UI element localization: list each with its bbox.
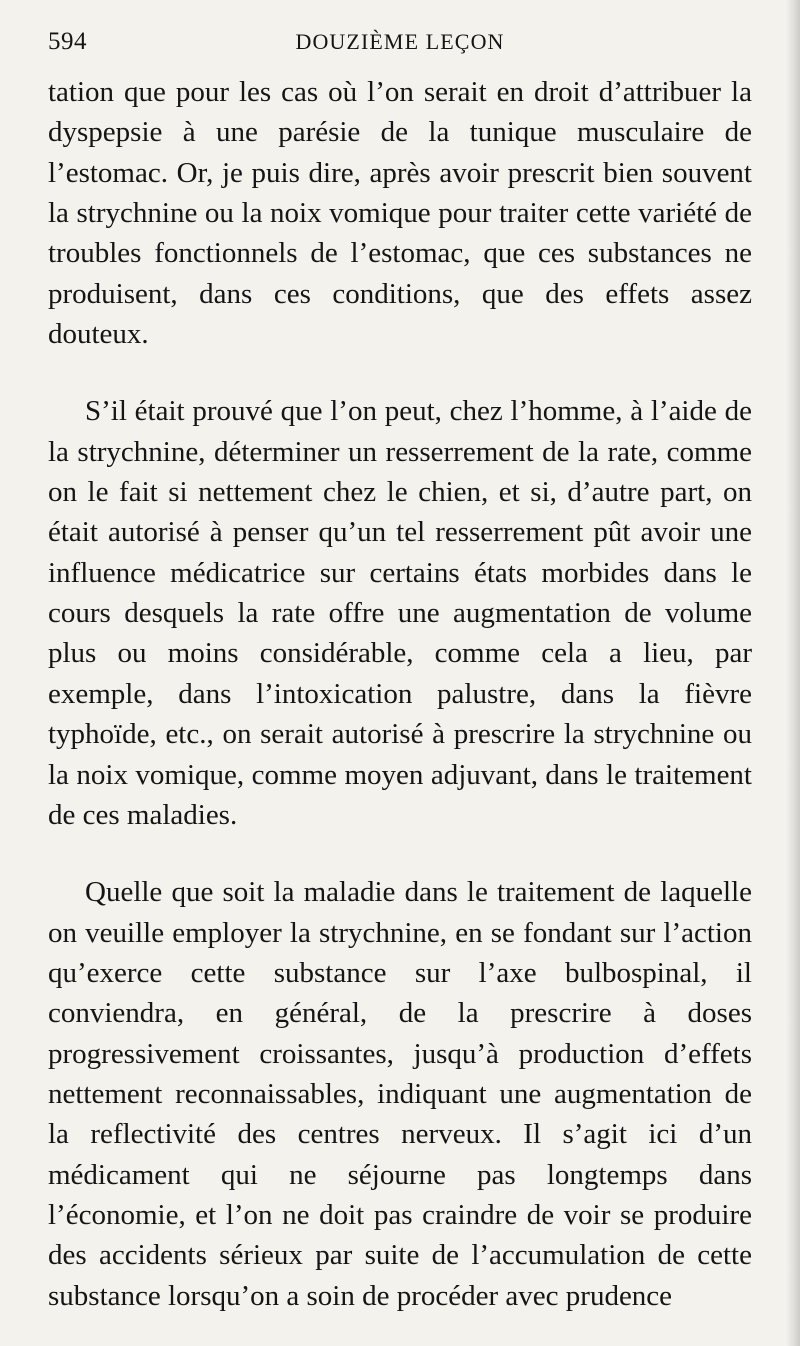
body-text — [48, 72, 752, 1316]
paragraph-2: S’il était prouvé que l’on peut, chez l’homme, à l’aide de la strychnine, déterminer un resserrement de la rate, comme on le fait si nettement chez le chien, et si, d’autre part, on était autorisé à penser qu’un tel resserrement pût avoir une influence médicatrice sur certains états morbides dans le cours desquels la rate offre une augmentation de volume plus ou moins considérable, comme cela a lieu, par exemple, dans l’intoxication palustre, dans la fièvre typhoïde, etc., on serait autorisé à prescrire la strychnine ou la noix vomique, comme moyen adjuvant, dans le traitement de ces maladies. — [48, 395, 752, 831]
page-header — [48, 28, 752, 56]
paragraph-3: Quelle que soit la maladie dans le traitement de laquelle on veuille employer la strychnine, en se fondant sur l’action qu’exerce cette substance sur l’axe bulbospinal, il conviendra, en général, de la prescrire à doses progressivement croissantes, jusqu’à production d’effets nettement reconnaissables, indiquant une augmentation de la reflectivité des centres nerveux. Il s’agit ici d’un médicament qui ne séjourne pas longtemps dans l’économie, et l’on ne doit pas craindre de voir se produire des accidents sérieux par suite de l’accumulation de cette substance lorsqu’on a soin de procéder avec prudence — [48, 876, 752, 1312]
page-edge-shadow — [786, 0, 800, 1346]
page-number: 594 — [48, 28, 87, 55]
running-head: DOUZIÈME LEÇON — [295, 29, 505, 54]
paragraph-1: tation que pour les cas où l’on serait en droit d’attribuer la dyspepsie à une parésie de la tunique musculaire de l’estomac. Or, je puis dire, après avoir prescrit bien souvent la strychnine ou la noix vomique pour traiter cette variété de troubles fonctionnels de l’estomac, que ces substances ne produisent, dans ces conditions, que des effets assez douteux. — [48, 76, 752, 351]
